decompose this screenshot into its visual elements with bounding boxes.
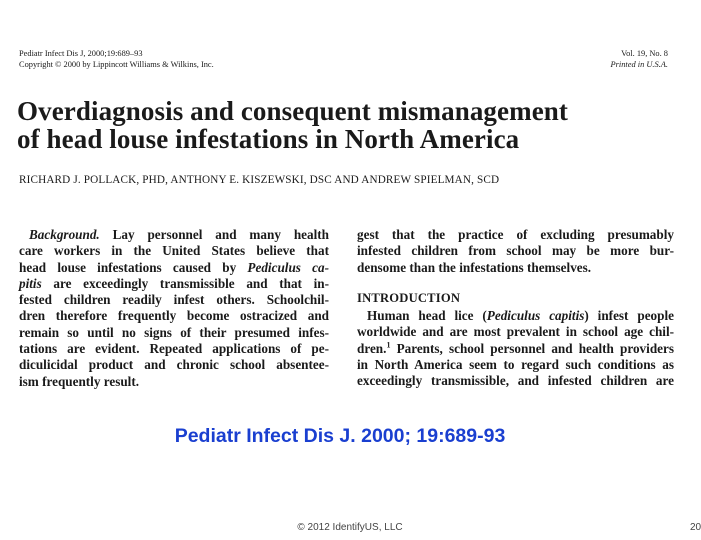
intro-line — [357, 341, 674, 357]
abstract-line: diculicidal product and chronic school absentee- — [19, 357, 329, 373]
copyright-line: Copyright © 2000 by Lippincott Williams & Wilkins, Inc. — [19, 60, 214, 69]
volume-number: Vol. 19, No. 8 — [621, 49, 668, 58]
intro-text: ) infest people — [584, 308, 674, 323]
abstract-line: care workers in the United States believe that — [19, 243, 329, 259]
species-name: Pediculus ca- — [247, 259, 329, 275]
abstract-line: infested children from school may be more bur- — [357, 243, 674, 259]
journal-header-right — [611, 48, 668, 70]
title-line-1: Overdiagnosis and consequent mismanagement — [17, 96, 568, 126]
intro-text: Human head lice ( — [367, 308, 487, 323]
abstract-line: gest that the practice of excluding presumably — [357, 227, 674, 242]
intro-text: dren. — [357, 340, 387, 356]
slide-citation: Pediatr Infect Dis J. 2000; 19:689-93 — [174, 425, 506, 447]
intro-line: exceedingly transmissible, and infested children are — [357, 373, 674, 389]
abstract-line: remain so until no signs of their presumed infes- — [19, 324, 329, 340]
slide-footer: © 2012 IdentifyUS, LLC — [297, 522, 403, 533]
journal-citation-line: Pediatr Infect Dis J, 2000;19:689–93 — [19, 49, 143, 58]
footnote-ref: 1 — [386, 340, 391, 350]
abstract-line — [19, 276, 329, 292]
printed-in: Printed in U.S.A. — [610, 60, 668, 69]
journal-header-left — [19, 48, 214, 70]
abstract-line: ism frequently result. — [19, 373, 140, 389]
article-title — [17, 97, 697, 153]
title-line-2: of head louse infestations in North America — [17, 124, 520, 154]
intro-line: in North America seem to regard such conditions as — [357, 356, 674, 372]
intro-line — [357, 308, 674, 324]
author-list: RICHARD J. POLLACK, PHD, ANTHONY E. KISZEWSKI, DSC AND ANDREW SPIELMAN, SCD — [19, 174, 500, 186]
abstract-line: dren therefore frequently become ostracized and — [19, 308, 329, 324]
species-name: Pediculus capitis — [486, 308, 585, 323]
introduction-heading: INTRODUCTION — [357, 291, 461, 305]
abstract-text: Lay personnel and many health — [99, 227, 329, 242]
background-label: Background. — [29, 227, 100, 242]
species-name: pitis — [19, 275, 42, 291]
intro-line: worldwide and are most prevalent in school age chil- — [357, 324, 674, 340]
abstract-line: fested children readily infest others. Schoolchil- — [19, 292, 329, 308]
abstract-text: are exceedingly transmissible and that in- — [41, 275, 329, 291]
introduction-body — [357, 308, 674, 389]
abstract-line: tations are evident. Repeated applications of pe- — [19, 341, 329, 357]
abstract-line — [19, 260, 329, 276]
abstract-continuation — [357, 227, 674, 276]
abstract-line: densome than the infestations themselves. — [357, 259, 592, 275]
abstract-text: head louse infestations caused by — [19, 259, 248, 275]
abstract-line — [19, 227, 329, 243]
intro-text: Parents, school personnel and health providers — [390, 340, 674, 356]
slide-page-number: 20 — [690, 522, 701, 533]
abstract-column — [19, 227, 329, 390]
